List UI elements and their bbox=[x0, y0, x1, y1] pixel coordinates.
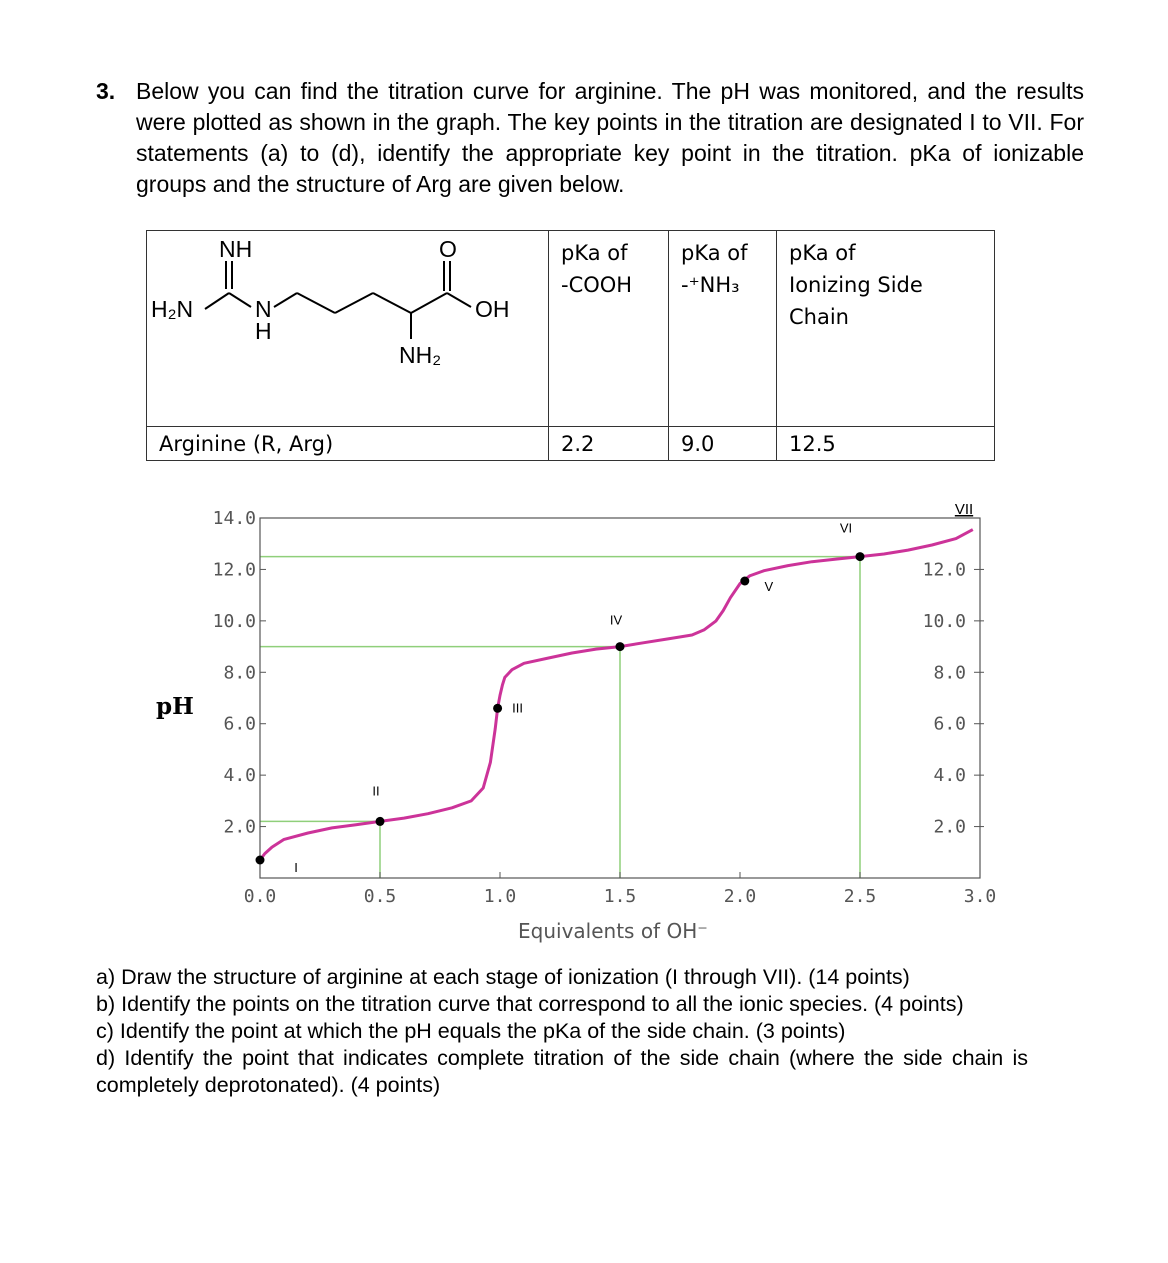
titration-curve bbox=[260, 530, 973, 860]
nh-label: NH bbox=[219, 236, 253, 262]
key-point-label: VII bbox=[954, 501, 974, 518]
right-y-tick-label: 2.0 bbox=[933, 816, 966, 838]
sub-question-a: a) Draw the structure of arginine at each stage of ionization (I through VII). (14 points) bbox=[96, 965, 910, 989]
arginine-structure bbox=[147, 231, 548, 427]
y-tick-label: 10.0 bbox=[212, 610, 256, 632]
amino-acid-name: Arginine (R, Arg) bbox=[147, 427, 549, 461]
question-text: Below you can find the titration curve for arginine. The pH was monitored, and the results were plotted as shown in the graph. The key points in the titration are designated I to VII. For statements (a) to (d), identify the appropriate key point in the titration. pKa of ionizable groups and the structure of Arg are given below. bbox=[136, 78, 1084, 197]
pka-cooh-header: pKa of -COOH bbox=[549, 231, 669, 427]
structure-cell bbox=[147, 231, 549, 427]
key-point-label: II bbox=[372, 783, 380, 799]
y-tick-label: 14.0 bbox=[212, 508, 256, 529]
right-y-tick-label: 4.0 bbox=[933, 765, 966, 787]
key-point-i bbox=[256, 856, 265, 865]
pka-cooh-value: 2.2 bbox=[549, 427, 669, 461]
key-point-label: III bbox=[512, 700, 524, 716]
question-number: 3. bbox=[96, 78, 116, 104]
right-y-tick-label: 8.0 bbox=[933, 662, 966, 684]
key-point-label: I bbox=[294, 860, 298, 875]
pka-sidechain-header: pKa of Ionizing Side Chain bbox=[777, 231, 995, 427]
x-axis-label: Equivalents of OH⁻ bbox=[518, 919, 708, 943]
x-tick-label: 1.5 bbox=[603, 886, 637, 907]
pka-nh3-value: 9.0 bbox=[669, 427, 777, 461]
y-tick-label: 8.0 bbox=[223, 662, 256, 684]
sub-questions bbox=[96, 964, 1028, 1099]
x-tick-label: 0.5 bbox=[363, 886, 397, 907]
pka-sidechain-value: 12.5 bbox=[777, 427, 995, 461]
y-axis-label: pH bbox=[156, 693, 194, 720]
x-tick-label: 0.0 bbox=[243, 886, 277, 907]
y-tick-label: 12.0 bbox=[212, 559, 256, 581]
sub-question-b: b) Identify the points on the titration curve that correspond to all the ionic species. (4 points) bbox=[96, 992, 964, 1016]
x-tick-label: 2.5 bbox=[843, 886, 877, 907]
o-label: O bbox=[439, 236, 457, 262]
key-point-v bbox=[740, 577, 749, 586]
key-point-label: VI bbox=[839, 520, 853, 536]
key-point-label: IV bbox=[609, 612, 623, 628]
right-y-tick-label: 10.0 bbox=[922, 610, 966, 632]
y-tick-label: 6.0 bbox=[223, 713, 256, 735]
oh-label: OH bbox=[475, 296, 510, 322]
x-tick-label: 2.0 bbox=[723, 886, 757, 907]
key-point-iii bbox=[493, 704, 502, 713]
nh2-label: NH₂ bbox=[399, 342, 442, 368]
guide-lines bbox=[260, 557, 860, 878]
y-tick-label: 4.0 bbox=[223, 765, 256, 787]
key-point-label: V bbox=[764, 579, 774, 594]
right-y-tick-label: 6.0 bbox=[933, 713, 966, 735]
n-label: N bbox=[255, 296, 272, 322]
x-tick-label: 1.0 bbox=[483, 886, 517, 907]
h2n-label: H₂N bbox=[151, 296, 194, 322]
key-point-iv bbox=[616, 642, 625, 651]
key-point-ii bbox=[376, 817, 385, 826]
pka-table bbox=[146, 230, 995, 461]
titration-chart bbox=[140, 490, 1020, 950]
h-label: H bbox=[255, 318, 272, 344]
x-tick-label: 3.0 bbox=[963, 886, 997, 907]
y-tick-label: 2.0 bbox=[223, 816, 256, 838]
key-point-vi bbox=[856, 552, 865, 561]
right-y-tick-label: 12.0 bbox=[922, 559, 966, 581]
axis-ticks bbox=[213, 508, 997, 907]
pka-nh3-header: pKa of -⁺NH₃ bbox=[669, 231, 777, 427]
sub-question-d: d) Identify the point that indicates complete titration of the side chain (where the side chain is completely deprotonated). (4 points) bbox=[96, 1046, 1028, 1097]
sub-question-c: c) Identify the point at which the pH equals the pKa of the side chain. (3 points) bbox=[96, 1019, 846, 1043]
